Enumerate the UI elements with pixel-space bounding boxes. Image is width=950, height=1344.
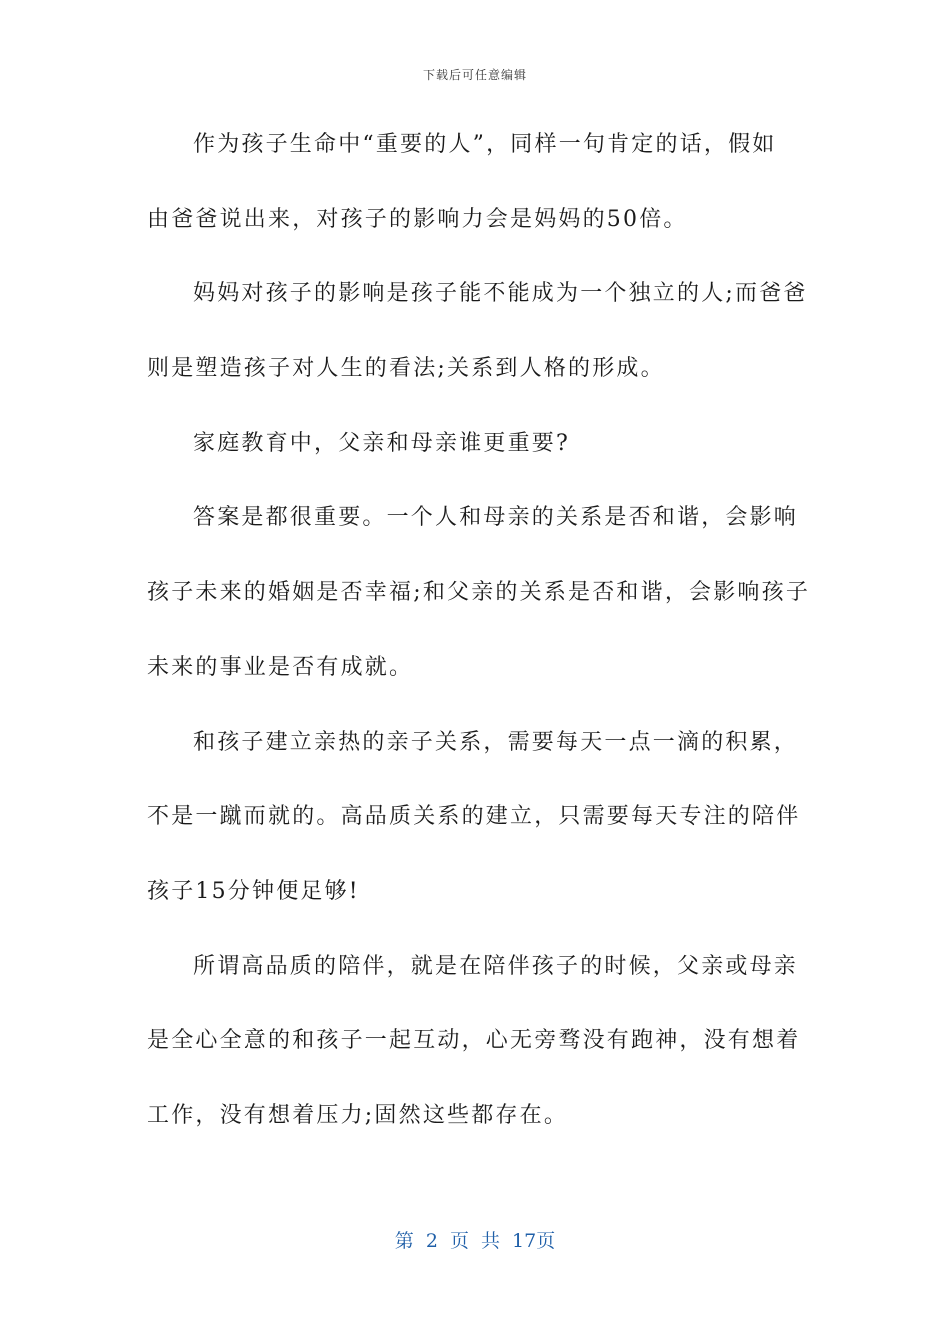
text-line: 答案是都很重要。一个人和母亲的关系是否和谐，会影响 [193, 505, 799, 531]
text-line: 和孩子建立亲热的亲子关系，需要每天一点一滴的积累， [193, 729, 799, 755]
body-text [147, 108, 811, 1154]
text-line: 未来的事业是否有成就。 [147, 654, 414, 680]
text-line: 所谓高品质的陪伴，就是在陪伴孩子的时候，父亲或母亲 [193, 953, 799, 979]
text-line: 工作，没有想着压力;固然这些都存在。 [147, 1102, 569, 1128]
paragraph-5 [147, 706, 807, 930]
paragraph-4 [147, 481, 811, 705]
paragraph-1 [147, 108, 807, 257]
text-line: 家庭教育中，父亲和母亲谁更重要? [193, 430, 570, 456]
paragraph-3 [147, 407, 807, 482]
paragraph-6 [147, 930, 807, 1154]
text-line: 孩子15分钟便足够! [147, 878, 360, 904]
text-line: 则是塑造孩子对人生的看法;关系到人格的形成。 [147, 356, 665, 382]
text-line: 由爸爸说出来，对孩子的影响力会是妈妈的50倍。 [147, 206, 688, 232]
text-line: 孩子未来的婚姻是否幸福;和父亲的关系是否和谐，会影响孩子 [147, 580, 811, 606]
paragraph-2 [147, 257, 807, 406]
text-line: 是全心全意的和孩子一起互动，心无旁骛没有跑神，没有想着 [147, 1028, 801, 1054]
text-line: 作为孩子生命中“重要的人”，同样一句肯定的话，假如 [193, 132, 777, 157]
page-header: 下载后可任意编辑 [422, 68, 527, 82]
text-line: 妈妈对孩子的影响是孩子能不能成为一个独立的人;而爸爸 [193, 281, 808, 307]
text-line: 不是一蹴而就的。高品质关系的建立，只需要每天专注的陪伴 [147, 804, 801, 830]
page-number-footer: 第 2 页 共 17页 [394, 1230, 556, 1252]
